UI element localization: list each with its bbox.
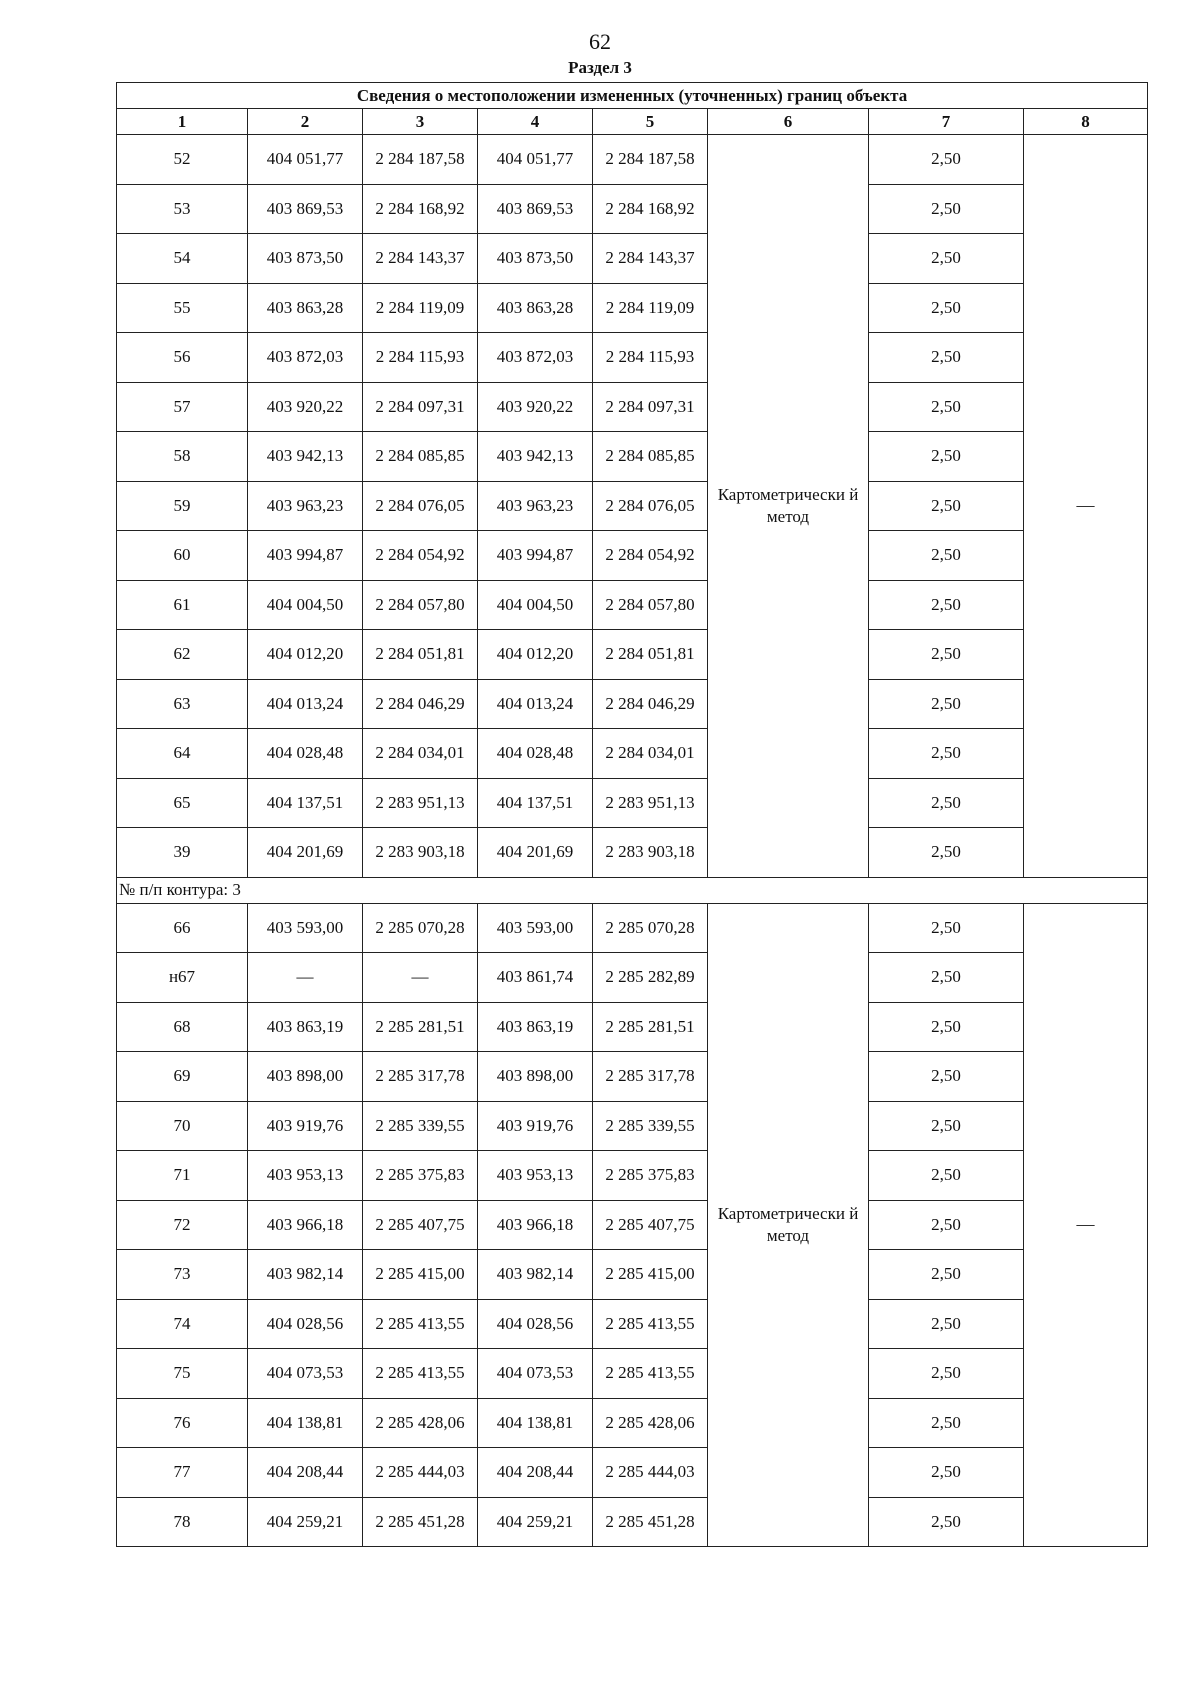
point-number-cell: 62: [117, 630, 248, 680]
existing-x-cell: 403 919,76: [248, 1101, 363, 1151]
table-row: [117, 729, 1148, 779]
table-row: [117, 1200, 1148, 1250]
table-row: [117, 184, 1148, 234]
table-row: [117, 778, 1148, 828]
accuracy-cell: 2,50: [869, 778, 1024, 828]
refined-x-cell: 403 593,00: [478, 903, 593, 953]
existing-x-cell: 403 953,13: [248, 1151, 363, 1201]
refined-x-cell: 404 004,50: [478, 580, 593, 630]
existing-x-cell: 404 138,81: [248, 1398, 363, 1448]
refined-x-cell: 403 919,76: [478, 1101, 593, 1151]
refined-y-cell: 2 285 415,00: [593, 1250, 708, 1300]
existing-x-cell: 403 873,50: [248, 234, 363, 284]
table-caption-row: [117, 83, 1148, 109]
refined-y-cell: 2 285 070,28: [593, 903, 708, 953]
table-row: [117, 953, 1148, 1003]
existing-x-cell: 404 028,48: [248, 729, 363, 779]
point-number-cell: 54: [117, 234, 248, 284]
refined-y-cell: 2 285 444,03: [593, 1448, 708, 1498]
table-row: [117, 432, 1148, 482]
refined-x-cell: 403 869,53: [478, 184, 593, 234]
table-row: [117, 283, 1148, 333]
refined-x-cell: 403 873,50: [478, 234, 593, 284]
table-row: [117, 481, 1148, 531]
point-number-cell: 76: [117, 1398, 248, 1448]
accuracy-cell: 2,50: [869, 903, 1024, 953]
existing-x-cell: 403 920,22: [248, 382, 363, 432]
refined-y-cell: 2 285 413,55: [593, 1349, 708, 1399]
refined-x-cell: 403 872,03: [478, 333, 593, 383]
accuracy-cell: 2,50: [869, 1448, 1024, 1498]
existing-x-cell: 404 201,69: [248, 828, 363, 878]
refined-y-cell: 2 285 317,78: [593, 1052, 708, 1102]
accuracy-cell: 2,50: [869, 953, 1024, 1003]
accuracy-cell: 2,50: [869, 828, 1024, 878]
contour-label-row: [117, 877, 1148, 903]
accuracy-cell: 2,50: [869, 679, 1024, 729]
refined-x-cell: 403 966,18: [478, 1200, 593, 1250]
existing-x-cell: 404 028,56: [248, 1299, 363, 1349]
existing-y-cell: 2 284 034,01: [363, 729, 478, 779]
refined-y-cell: 2 284 034,01: [593, 729, 708, 779]
refined-y-cell: 2 284 051,81: [593, 630, 708, 680]
refined-y-cell: 2 284 143,37: [593, 234, 708, 284]
accuracy-cell: 2,50: [869, 1250, 1024, 1300]
accuracy-cell: 2,50: [869, 1151, 1024, 1201]
table-row: [117, 382, 1148, 432]
accuracy-cell: 2,50: [869, 481, 1024, 531]
table-row: [117, 1002, 1148, 1052]
refined-x-cell: 404 208,44: [478, 1448, 593, 1498]
refined-x-cell: 404 028,48: [478, 729, 593, 779]
accuracy-cell: 2,50: [869, 1299, 1024, 1349]
refined-y-cell: 2 285 451,28: [593, 1497, 708, 1547]
column-number-cell: 3: [363, 109, 478, 135]
accuracy-cell: 2,50: [869, 1101, 1024, 1151]
existing-x-cell: 403 593,00: [248, 903, 363, 953]
existing-x-cell: 403 966,18: [248, 1200, 363, 1250]
existing-x-cell: 404 013,24: [248, 679, 363, 729]
refined-y-cell: 2 285 282,89: [593, 953, 708, 1003]
refined-y-cell: 2 284 054,92: [593, 531, 708, 581]
method-cell: Картометрически й метод: [708, 135, 869, 878]
existing-y-cell: 2 285 317,78: [363, 1052, 478, 1102]
accuracy-cell: 2,50: [869, 1398, 1024, 1448]
point-number-cell: 61: [117, 580, 248, 630]
table-row: [117, 135, 1148, 185]
refined-y-cell: 2 284 057,80: [593, 580, 708, 630]
table-row: [117, 903, 1148, 953]
existing-x-cell: —: [248, 953, 363, 1003]
column-number-cell: 5: [593, 109, 708, 135]
table-row: [117, 828, 1148, 878]
existing-y-cell: 2 285 428,06: [363, 1398, 478, 1448]
point-number-cell: 73: [117, 1250, 248, 1300]
column-number-cell: 8: [1024, 109, 1148, 135]
existing-y-cell: 2 285 413,55: [363, 1349, 478, 1399]
accuracy-cell: 2,50: [869, 283, 1024, 333]
method-cell: Картометрически й метод: [708, 903, 869, 1547]
refined-x-cell: 404 073,53: [478, 1349, 593, 1399]
refined-y-cell: 2 284 046,29: [593, 679, 708, 729]
accuracy-cell: 2,50: [869, 135, 1024, 185]
existing-x-cell: 404 012,20: [248, 630, 363, 680]
refined-x-cell: 403 982,14: [478, 1250, 593, 1300]
refined-x-cell: 404 051,77: [478, 135, 593, 185]
point-number-cell: 66: [117, 903, 248, 953]
existing-y-cell: 2 285 281,51: [363, 1002, 478, 1052]
existing-y-cell: 2 284 076,05: [363, 481, 478, 531]
refined-x-cell: 404 259,21: [478, 1497, 593, 1547]
refined-x-cell: 403 863,19: [478, 1002, 593, 1052]
refined-y-cell: 2 283 903,18: [593, 828, 708, 878]
existing-x-cell: 404 259,21: [248, 1497, 363, 1547]
point-number-cell: 71: [117, 1151, 248, 1201]
refined-y-cell: 2 284 119,09: [593, 283, 708, 333]
table-row: [117, 1448, 1148, 1498]
accuracy-cell: 2,50: [869, 234, 1024, 284]
point-number-cell: 78: [117, 1497, 248, 1547]
existing-y-cell: 2 284 143,37: [363, 234, 478, 284]
table-row: [117, 1398, 1148, 1448]
column-number-cell: 1: [117, 109, 248, 135]
existing-y-cell: 2 285 070,28: [363, 903, 478, 953]
existing-y-cell: 2 285 415,00: [363, 1250, 478, 1300]
refined-y-cell: 2 284 097,31: [593, 382, 708, 432]
refined-y-cell: 2 284 115,93: [593, 333, 708, 383]
accuracy-cell: 2,50: [869, 1052, 1024, 1102]
existing-x-cell: 403 982,14: [248, 1250, 363, 1300]
accuracy-cell: 2,50: [869, 630, 1024, 680]
accuracy-cell: 2,50: [869, 531, 1024, 581]
refined-x-cell: 404 012,20: [478, 630, 593, 680]
point-number-cell: 60: [117, 531, 248, 581]
column-number-cell: 6: [708, 109, 869, 135]
table-row: [117, 1052, 1148, 1102]
contour-label: № п/п контура: 3: [117, 877, 1148, 903]
refined-x-cell: 403 942,13: [478, 432, 593, 482]
refined-y-cell: 2 284 085,85: [593, 432, 708, 482]
page-number: 62: [589, 29, 611, 54]
column-number-cell: 7: [869, 109, 1024, 135]
existing-x-cell: 403 872,03: [248, 333, 363, 383]
accuracy-cell: 2,50: [869, 184, 1024, 234]
point-number-cell: 69: [117, 1052, 248, 1102]
point-number-cell: 68: [117, 1002, 248, 1052]
existing-y-cell: 2 285 451,28: [363, 1497, 478, 1547]
boundary-coordinates-table: [116, 82, 1148, 1547]
point-number-cell: 52: [117, 135, 248, 185]
section-title: Раздел 3: [568, 58, 632, 77]
accuracy-cell: 2,50: [869, 1349, 1024, 1399]
existing-x-cell: 404 137,51: [248, 778, 363, 828]
existing-y-cell: 2 283 951,13: [363, 778, 478, 828]
existing-y-cell: 2 284 046,29: [363, 679, 478, 729]
refined-x-cell: 403 863,28: [478, 283, 593, 333]
refined-y-cell: 2 285 413,55: [593, 1299, 708, 1349]
table-row: [117, 1151, 1148, 1201]
existing-x-cell: 404 004,50: [248, 580, 363, 630]
existing-x-cell: 403 994,87: [248, 531, 363, 581]
column-numbers-row: [117, 109, 1148, 135]
refined-x-cell: 403 963,23: [478, 481, 593, 531]
table-row: [117, 531, 1148, 581]
accuracy-cell: 2,50: [869, 1497, 1024, 1547]
table-row: [117, 1497, 1148, 1547]
accuracy-cell: 2,50: [869, 729, 1024, 779]
table-row: [117, 1101, 1148, 1151]
existing-y-cell: 2 284 119,09: [363, 283, 478, 333]
column8-cell: —: [1024, 135, 1148, 878]
column-number-cell: 4: [478, 109, 593, 135]
refined-x-cell: 403 953,13: [478, 1151, 593, 1201]
point-number-cell: 63: [117, 679, 248, 729]
point-number-cell: 65: [117, 778, 248, 828]
existing-x-cell: 403 942,13: [248, 432, 363, 482]
point-number-cell: 56: [117, 333, 248, 383]
existing-x-cell: 404 051,77: [248, 135, 363, 185]
point-number-cell: 59: [117, 481, 248, 531]
refined-y-cell: 2 284 076,05: [593, 481, 708, 531]
refined-y-cell: 2 285 375,83: [593, 1151, 708, 1201]
refined-y-cell: 2 284 187,58: [593, 135, 708, 185]
table-row: [117, 679, 1148, 729]
point-number-cell: 75: [117, 1349, 248, 1399]
refined-x-cell: 404 028,56: [478, 1299, 593, 1349]
refined-y-cell: 2 283 951,13: [593, 778, 708, 828]
refined-x-cell: 404 138,81: [478, 1398, 593, 1448]
column8-cell: —: [1024, 903, 1148, 1547]
table-row: [117, 234, 1148, 284]
point-number-cell: н67: [117, 953, 248, 1003]
table-row: [117, 1250, 1148, 1300]
existing-x-cell: 403 869,53: [248, 184, 363, 234]
existing-y-cell: 2 284 187,58: [363, 135, 478, 185]
table-row: [117, 1349, 1148, 1399]
point-number-cell: 74: [117, 1299, 248, 1349]
existing-y-cell: 2 284 168,92: [363, 184, 478, 234]
point-number-cell: 58: [117, 432, 248, 482]
existing-x-cell: 404 208,44: [248, 1448, 363, 1498]
accuracy-cell: 2,50: [869, 580, 1024, 630]
accuracy-cell: 2,50: [869, 333, 1024, 383]
table-caption: Сведения о местоположении измененных (уточненных) границ объекта: [117, 83, 1148, 109]
existing-x-cell: 403 863,28: [248, 283, 363, 333]
column-number-cell: 2: [248, 109, 363, 135]
refined-y-cell: 2 285 339,55: [593, 1101, 708, 1151]
refined-x-cell: 404 137,51: [478, 778, 593, 828]
refined-y-cell: 2 284 168,92: [593, 184, 708, 234]
refined-x-cell: 403 861,74: [478, 953, 593, 1003]
existing-y-cell: —: [363, 953, 478, 1003]
point-number-cell: 72: [117, 1200, 248, 1250]
existing-y-cell: 2 284 057,80: [363, 580, 478, 630]
accuracy-cell: 2,50: [869, 382, 1024, 432]
table-row: [117, 630, 1148, 680]
refined-x-cell: 404 201,69: [478, 828, 593, 878]
refined-y-cell: 2 285 407,75: [593, 1200, 708, 1250]
existing-y-cell: 2 284 115,93: [363, 333, 478, 383]
existing-x-cell: 403 863,19: [248, 1002, 363, 1052]
accuracy-cell: 2,50: [869, 1200, 1024, 1250]
existing-y-cell: 2 285 407,75: [363, 1200, 478, 1250]
existing-y-cell: 2 285 339,55: [363, 1101, 478, 1151]
existing-y-cell: 2 285 413,55: [363, 1299, 478, 1349]
existing-y-cell: 2 284 054,92: [363, 531, 478, 581]
point-number-cell: 55: [117, 283, 248, 333]
existing-x-cell: 404 073,53: [248, 1349, 363, 1399]
existing-y-cell: 2 284 051,81: [363, 630, 478, 680]
point-number-cell: 39: [117, 828, 248, 878]
table-row: [117, 1299, 1148, 1349]
point-number-cell: 70: [117, 1101, 248, 1151]
existing-x-cell: 403 898,00: [248, 1052, 363, 1102]
existing-y-cell: 2 285 375,83: [363, 1151, 478, 1201]
existing-y-cell: 2 285 444,03: [363, 1448, 478, 1498]
refined-x-cell: 404 013,24: [478, 679, 593, 729]
accuracy-cell: 2,50: [869, 1002, 1024, 1052]
table-row: [117, 333, 1148, 383]
point-number-cell: 77: [117, 1448, 248, 1498]
existing-y-cell: 2 284 085,85: [363, 432, 478, 482]
point-number-cell: 64: [117, 729, 248, 779]
accuracy-cell: 2,50: [869, 432, 1024, 482]
existing-y-cell: 2 283 903,18: [363, 828, 478, 878]
table-body: [117, 83, 1148, 1547]
refined-x-cell: 403 994,87: [478, 531, 593, 581]
point-number-cell: 53: [117, 184, 248, 234]
refined-x-cell: 403 898,00: [478, 1052, 593, 1102]
table-row: [117, 580, 1148, 630]
existing-y-cell: 2 284 097,31: [363, 382, 478, 432]
refined-y-cell: 2 285 428,06: [593, 1398, 708, 1448]
existing-x-cell: 403 963,23: [248, 481, 363, 531]
refined-x-cell: 403 920,22: [478, 382, 593, 432]
refined-y-cell: 2 285 281,51: [593, 1002, 708, 1052]
point-number-cell: 57: [117, 382, 248, 432]
